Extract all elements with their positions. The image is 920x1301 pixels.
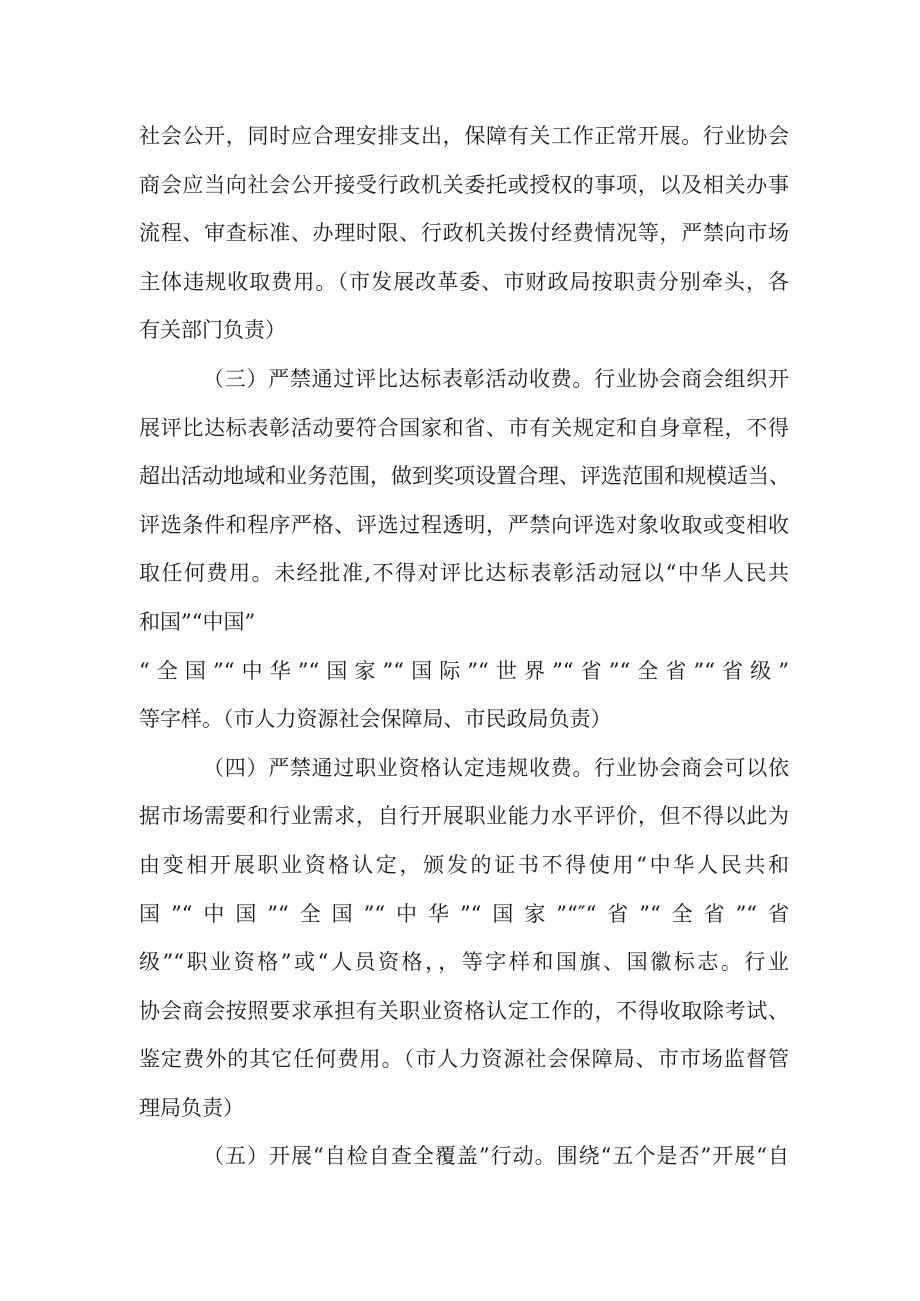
text-line: 流程、审查标准、办理时限、行政机关拨付经费情况等，严禁向市场: [139, 221, 789, 246]
document-body: [139, 112, 789, 1181]
text-line: 协会商会按照要求承担有关职业资格认定工作的，不得收取除考试、: [139, 998, 789, 1023]
text-line: 等字样。（市人力资源社会保障局、市民政局负责）: [139, 707, 612, 732]
text-line: “全国”“中华”“国家”“国际”“世界”“省”“全省”“省级”: [139, 658, 789, 683]
text-line: 主体违规收取费用。（市发展改革委、市财政局按职责分别牵头，各: [139, 269, 789, 294]
text-line: 国”“中国”“全国”“中华”“国家”“″“省”“全省”“省: [139, 901, 789, 926]
text-line: 理局负责）: [139, 1095, 244, 1120]
text-line: 展评比达标表彰活动要符合国家和省、市有关规定和自身章程，不得: [139, 415, 789, 440]
text-line: 评选条件和程序严格、评选过程透明，严禁向评选对象收取或变相收: [139, 512, 789, 537]
text-line: （三）严禁通过评比达标表彰活动收费。行业协会商会组织开: [203, 366, 789, 391]
text-line: 社会公开，同时应合理安排支出，保障有关工作正常开展。行业协会: [139, 124, 789, 148]
text-line: 商会应当向社会公开接受行政机关委托或授权的事项，以及相关办事: [139, 172, 789, 197]
text-line: （五）开展“自检自查全覆盖”行动。围绕“五个是否”开展“自: [203, 1144, 789, 1169]
text-line: 超出活动地域和业务范围，做到奖项设置合理、评选范围和规模适当、: [139, 464, 790, 489]
text-line: 据市场需要和行业需求，自行开展职业能力水平评价，但不得以此为: [139, 804, 789, 829]
text-line: 鉴定费外的其它任何费用。（市人力资源社会保障局、市市场监督管: [139, 1047, 789, 1072]
text-line: （四）严禁通过职业资格认定违规收费。行业协会商会可以依: [203, 755, 789, 780]
text-line: 级”“职业资格”或“人员资格，，等字样和国旗、国徽标志。行业: [139, 950, 789, 975]
text-line: 和国”“中国”: [139, 609, 256, 634]
text-line: 由变相开展职业资格认定，颁发的证书不得使用“中华人民共和: [139, 852, 789, 877]
text-line: 有关部门负责）: [139, 318, 286, 343]
text-line: 取任何费用。未经批准,不得对评比达标表彰活动冠以“中华人民共: [139, 561, 789, 586]
